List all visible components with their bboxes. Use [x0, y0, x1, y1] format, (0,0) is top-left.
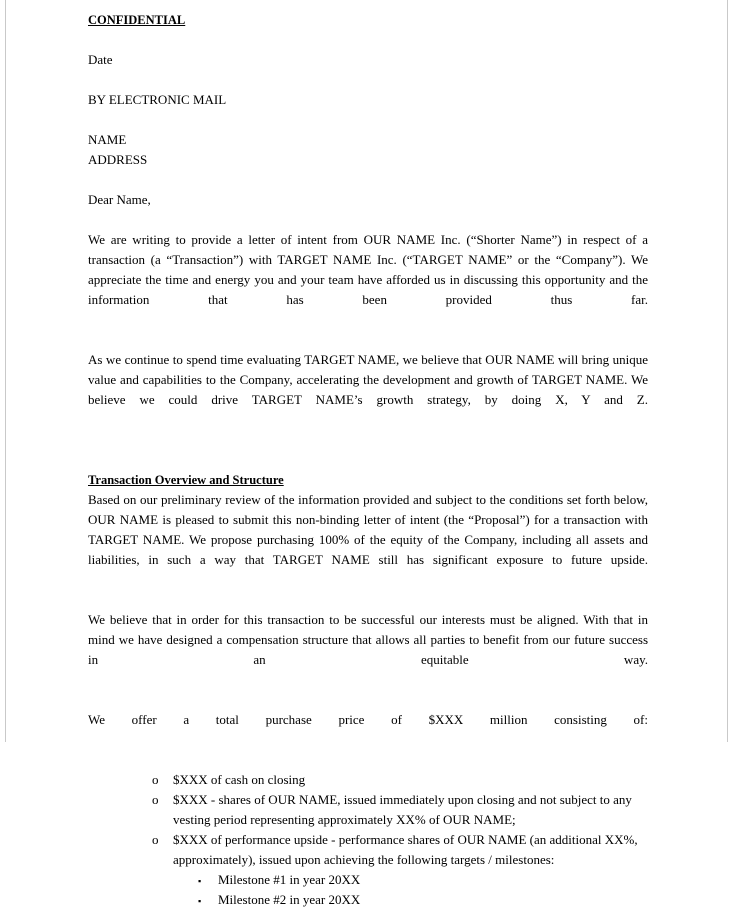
square-bullet-icon: ▪ — [198, 896, 202, 906]
list-item-text: $XXX of performance upside - performance shares of OUR NAME (an additional XX%, approximately), issued upon achieving the following targets / milestones: — [173, 832, 638, 867]
list-item — [88, 770, 648, 790]
list-item — [88, 790, 648, 830]
document-body — [88, 0, 648, 910]
page-right-edge-rule — [727, 0, 728, 742]
section-paragraph-2: We believe that in order for this transaction to be successful our interests must be aligned. With that in mind we have designed a compensation structure that allows all parties to benefit from our future success in an equitable way. — [88, 612, 648, 667]
list-item — [88, 830, 648, 870]
list-item — [88, 890, 648, 910]
date-line: Date — [88, 52, 113, 67]
square-bullet-icon: ▪ — [198, 876, 202, 886]
salutation-line: Dear Name, — [88, 192, 151, 207]
recipient-name-line: NAME — [88, 132, 127, 147]
list-item-text: $XXX - shares of OUR NAME, issued immediately upon closing and not subject to any vesting period representing approximately XX% of OUR NAME; — [173, 792, 632, 827]
list-item-text: Milestone #2 in year 20XX — [218, 892, 361, 907]
section-heading-transaction-overview — [88, 470, 648, 490]
list-item-text: $XXX of cash on closing — [173, 772, 306, 787]
intro-paragraph-1: We are writing to provide a letter of intent from OUR NAME Inc. (“Shorter Name”) in respect of a transaction (a “Transaction”) with TARGET NAME Inc. (“TARGET NAME” or the “Company”). We appreciate the time and energy you and your team have afforded us in discussing this opportunity and the information that has been provided thus far. — [88, 232, 648, 307]
section-heading-transaction-overview-text: Transaction Overview and Structure — [88, 473, 284, 487]
circle-bullet-icon: o — [152, 832, 159, 847]
section-paragraph-3: We offer a total purchase price of $XXX million consisting of: — [88, 712, 648, 727]
section-paragraph-1: Based on our preliminary review of the information provided and subject to the conditions set forth below, OUR NAME is pleased to submit this non-binding letter of intent (the “Proposal”) for a transaction with TARGET NAME. We propose purchasing 100% of the equity of the Company, including all assets and liabilities, in such a way that TARGET NAME still has significant exposure to future upside. — [88, 492, 648, 567]
intro-paragraph-2: As we continue to spend time evaluating TARGET NAME, we believe that OUR NAME will bring unique value and capabilities to the Company, accelerating the development and growth of TARGET NAME. We believe we could drive TARGET NAME’s growth strategy, by doing X, Y and Z. — [88, 352, 648, 407]
circle-bullet-icon: o — [152, 792, 159, 807]
list-item — [88, 870, 648, 890]
page-left-edge-rule — [5, 0, 6, 742]
list-item-text: Milestone #1 in year 20XX — [218, 872, 361, 887]
confidential-heading-text: CONFIDENTIAL — [88, 13, 186, 27]
milestone-list — [88, 870, 648, 910]
delivery-method-line: BY ELECTRONIC MAIL — [88, 92, 227, 107]
consideration-list — [88, 770, 648, 870]
confidential-heading — [88, 10, 648, 30]
recipient-address-line: ADDRESS — [88, 152, 148, 167]
circle-bullet-icon: o — [152, 772, 159, 787]
